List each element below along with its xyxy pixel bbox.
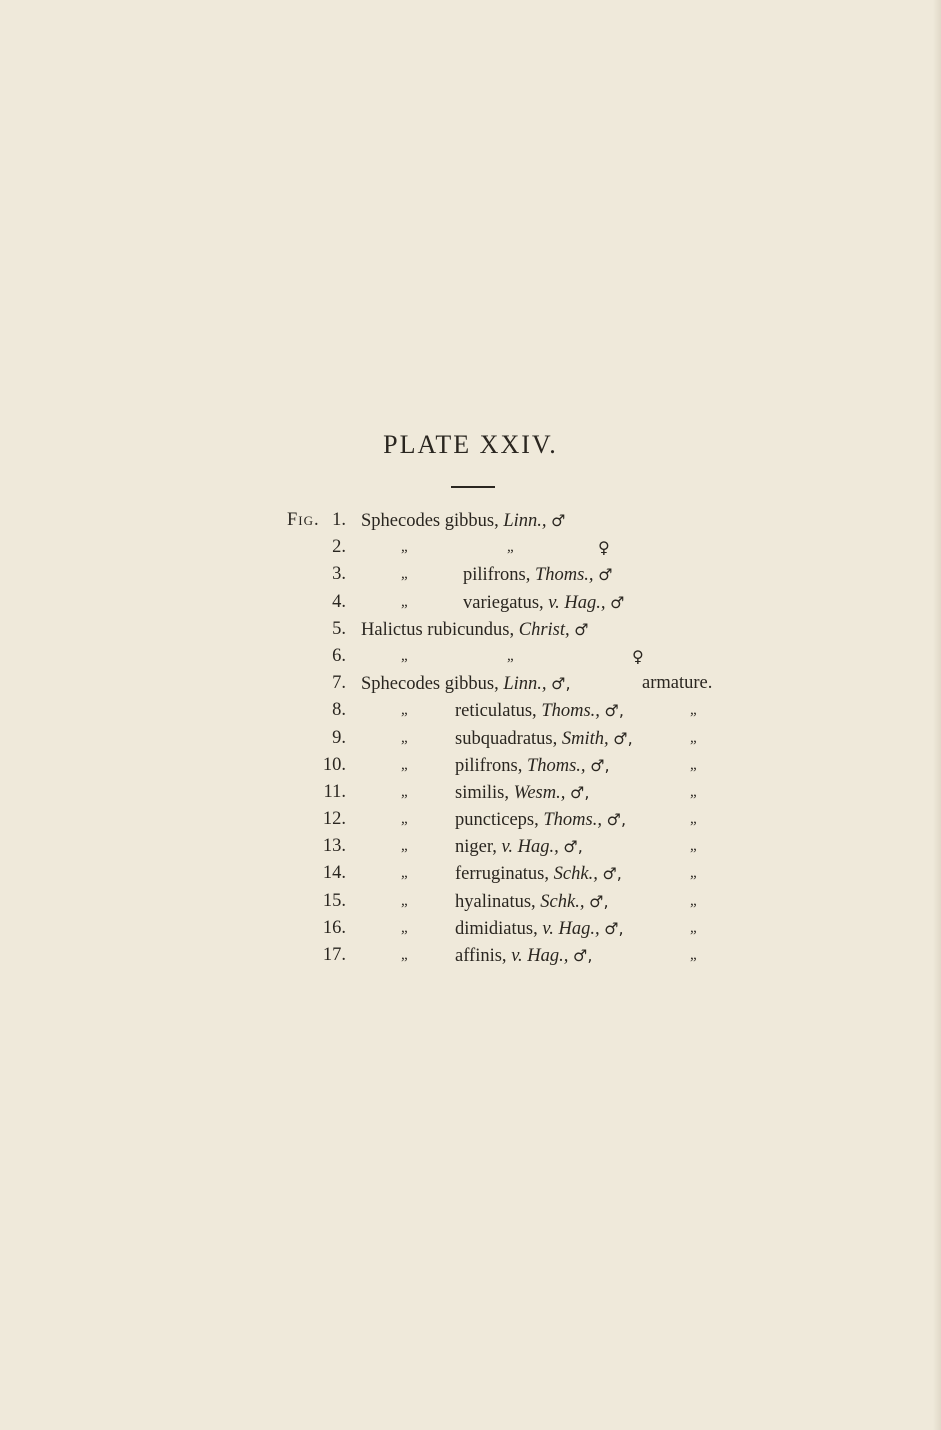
species-entry: [455, 806, 626, 834]
sex-symbol: ♂: [574, 619, 589, 639]
figure-row: [0, 589, 941, 616]
figure-row: [0, 561, 941, 588]
species-entry: [455, 888, 609, 916]
figure-row: [0, 670, 941, 697]
ditto-mark: „: [507, 647, 514, 664]
species-name: similis,: [455, 782, 509, 803]
ditto-mark: „: [401, 539, 408, 556]
ditto-mark: „: [507, 539, 514, 556]
ditto-mark: „: [690, 811, 697, 828]
species-name: affinis,: [455, 946, 507, 966]
figure-row: [0, 888, 941, 915]
figure-list: [0, 507, 941, 969]
species-name: pilifrons,: [463, 565, 531, 586]
species-entry: [455, 752, 610, 780]
fig-number: 10.: [322, 754, 346, 775]
genus-name: Halictus: [361, 619, 423, 640]
author: v. Hag.,: [548, 592, 606, 613]
species-entry: [455, 942, 592, 970]
figure-row: [0, 697, 941, 724]
species-name: gibbus,: [444, 674, 499, 695]
fig-number: 12.: [322, 809, 346, 830]
species-name: ferruginatus,: [455, 864, 550, 885]
author: Thoms.,: [534, 565, 594, 586]
fig-number: 17.: [322, 945, 346, 965]
fig-number: 9.: [332, 727, 346, 748]
ditto-mark: „: [690, 892, 697, 909]
ditto-mark: „: [401, 566, 408, 583]
author: Christ,: [518, 619, 570, 640]
fig-number: 4.: [332, 591, 346, 612]
plate-title: PLATE XXIV.: [383, 430, 558, 459]
author: v. Hag.,: [511, 946, 569, 966]
armature-label: armature.: [642, 673, 713, 694]
ditto-mark: „: [690, 702, 697, 719]
sex-symbol: ♀: [632, 646, 644, 666]
author: Smith,: [561, 728, 609, 749]
species-name: gibbus,: [444, 511, 499, 531]
species-entry: [455, 779, 589, 807]
genus: [361, 507, 566, 535]
author: v. Hag.,: [501, 837, 559, 858]
figure-row: [0, 616, 941, 643]
species-entry: [463, 561, 613, 589]
ditto-mark: „: [401, 756, 408, 773]
species-name: subquadratus,: [455, 728, 558, 749]
ditto-mark: „: [401, 892, 408, 909]
fig-number: 7.: [332, 673, 346, 694]
figure-row: [0, 806, 941, 833]
author: Thoms.,: [543, 810, 602, 831]
figure-row: [0, 725, 941, 752]
sex-symbol: ♂,: [606, 810, 627, 830]
sex-symbol: ♂,: [569, 782, 590, 802]
ditto-mark: „: [690, 947, 697, 963]
ditto-mark: „: [401, 811, 408, 828]
sex-symbol: ♂,: [563, 837, 583, 857]
fig-number: 11.: [323, 781, 346, 802]
fig-number: 15.: [322, 890, 346, 911]
fig-number: 8.: [332, 700, 346, 721]
author: Schk.,: [553, 864, 598, 885]
fig-number: 1.: [332, 510, 346, 530]
fig-number: 14.: [322, 863, 346, 884]
species-name: niger,: [455, 837, 497, 858]
ditto-mark: „: [690, 783, 697, 800]
sex-symbol: ♂,: [604, 701, 624, 721]
author: Linn.,: [503, 511, 547, 531]
genus: [361, 616, 589, 644]
figure-row: [0, 860, 941, 887]
sex-symbol: ♂,: [602, 864, 622, 884]
ditto-mark: „: [401, 838, 408, 855]
figure-row: [0, 643, 941, 670]
fig-number: 16.: [322, 917, 346, 938]
ditto-mark: „: [401, 702, 408, 719]
species-entry: [455, 833, 583, 861]
figure-row: [0, 534, 941, 561]
author: Thoms.,: [541, 701, 600, 722]
fig-number: 6.: [332, 645, 346, 666]
author: Linn.,: [503, 674, 547, 695]
species-entry: [455, 915, 624, 943]
ditto-mark: „: [690, 729, 697, 746]
species-name: hyalinatus,: [455, 891, 536, 912]
fig-label: Fig.: [287, 510, 320, 530]
species-name: puncticeps,: [455, 810, 539, 831]
figure-row: [0, 942, 941, 969]
figure-row: [0, 752, 941, 779]
ditto-mark: „: [690, 756, 697, 773]
ditto-mark: „: [401, 647, 408, 664]
genus-name: Sphecodes: [361, 674, 441, 695]
species-name: rubicundus,: [427, 619, 515, 640]
author: Wesm.,: [513, 782, 566, 803]
sex-symbol: ♂: [598, 565, 613, 585]
ditto-mark: „: [401, 947, 408, 963]
fig-number: 2.: [332, 537, 346, 558]
genus-name: Sphecodes: [361, 511, 441, 531]
author: v. Hag.,: [542, 918, 600, 939]
species-entry: [455, 860, 622, 888]
author: Schk.,: [540, 891, 585, 912]
title-rule: [451, 486, 495, 488]
author: Thoms.,: [526, 755, 586, 776]
ditto-mark: „: [690, 838, 697, 855]
ditto-mark: „: [690, 919, 697, 936]
figure-row: [0, 779, 941, 806]
sex-symbol: ♂: [551, 511, 566, 530]
ditto-mark: „: [401, 783, 408, 800]
sex-symbol: ♂,: [551, 674, 571, 694]
species-name: reticulatus,: [455, 701, 537, 722]
sex-symbol: ♂,: [604, 918, 624, 938]
genus: [361, 670, 571, 698]
ditto-mark: „: [401, 865, 408, 882]
ditto-mark: „: [690, 865, 697, 882]
sex-symbol: ♂,: [613, 728, 633, 748]
species-entry: [455, 725, 633, 753]
fig-number: 5.: [332, 618, 346, 639]
sex-symbol: ♂: [610, 592, 625, 612]
figure-row: [0, 507, 941, 534]
figure-row: [0, 833, 941, 860]
species-entry: [455, 697, 624, 725]
ditto-mark: „: [401, 729, 408, 746]
sex-symbol: ♂,: [589, 891, 609, 911]
sex-symbol: ♀: [598, 538, 610, 558]
species-name: dimidiatus,: [455, 918, 538, 939]
fig-number: 13.: [322, 836, 346, 857]
sex-symbol: ♂,: [590, 755, 610, 775]
species-name: pilifrons,: [455, 755, 523, 776]
species-name: variegatus,: [463, 592, 544, 613]
fig-number: 3.: [332, 564, 346, 585]
ditto-mark: „: [401, 919, 408, 936]
ditto-mark: „: [401, 593, 408, 610]
species-entry: [463, 589, 624, 617]
sex-symbol: ♂,: [573, 946, 593, 965]
figure-row: [0, 915, 941, 942]
